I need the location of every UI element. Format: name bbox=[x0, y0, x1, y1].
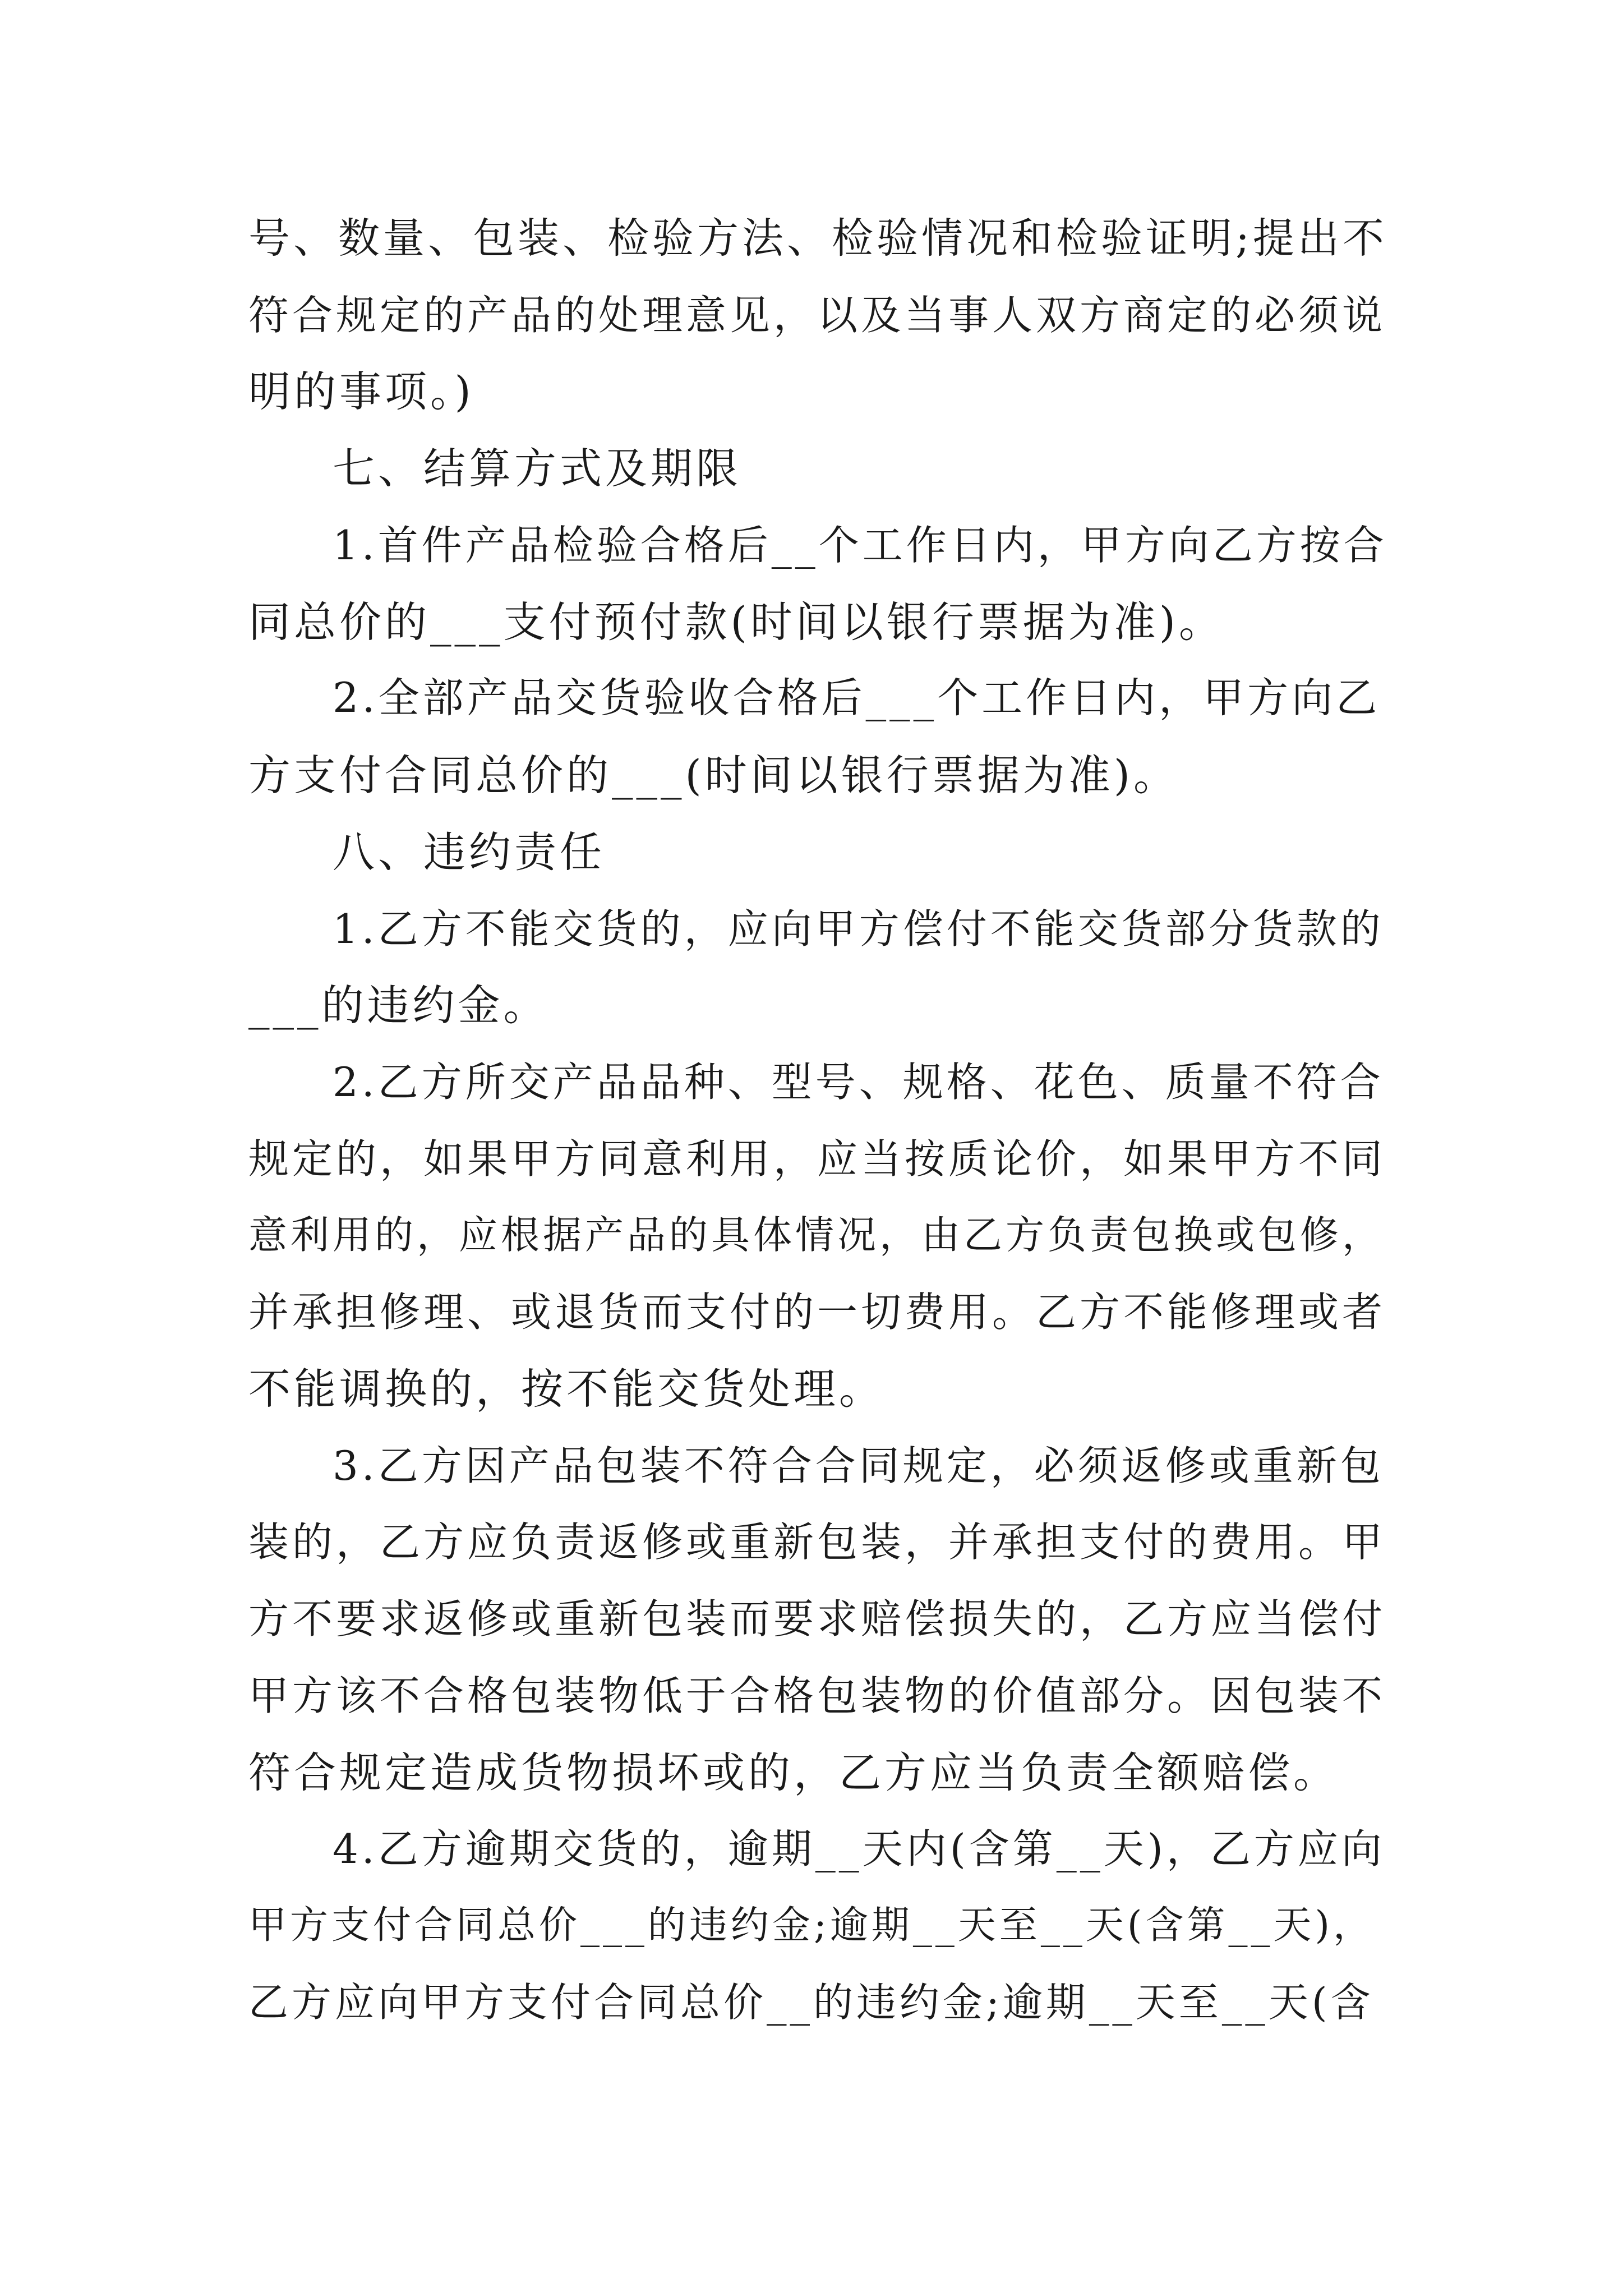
text-line: 明的事项。) bbox=[248, 367, 474, 416]
text-line: 方支付合同总价的___(时间以银行票据为准)。 bbox=[248, 751, 1179, 800]
text-line: 1.乙方不能交货的，应向甲方偿付不能交货部分货款的 bbox=[333, 905, 1384, 953]
text-line: ___的违约金。 bbox=[248, 981, 549, 1030]
text-line: 装的，乙方应负责返修或重新包装，并承担支付的费用。甲 bbox=[248, 1519, 1386, 1566]
text-line: 4.乙方逾期交货的，逾期__天内(含第__天)，乙方应向 bbox=[333, 1825, 1385, 1872]
text-line: 规定的，如果甲方同意利用，应当按质论价，如果甲方不同 bbox=[248, 1135, 1386, 1182]
text-line: 不能调换的，按不能交货处理。 bbox=[248, 1364, 885, 1414]
text-line: 3.乙方因产品包装不符合合同规定，必须返修或重新包 bbox=[333, 1442, 1384, 1489]
text-line: 符合规定造成货物损坏或的，乙方应当负责全额赔偿。 bbox=[248, 1748, 1339, 1797]
text-line: 2.全部产品交货验收合格后___个工作日内，甲方向乙 bbox=[333, 674, 1381, 722]
section-heading: 七、结算方式及期限 bbox=[333, 444, 742, 493]
text-line: 意利用的，应根据产品的具体情况，由乙方负责包换或包修， bbox=[248, 1213, 1384, 1258]
text-line: 1.首件产品检验合格后__个工作日内，甲方向乙方按合 bbox=[333, 522, 1387, 569]
text-line: 号、数量、包装、检验方法、检验情况和检验证明;提出不 bbox=[248, 214, 1387, 263]
text-line: 2.乙方所交产品品种、型号、规格、花色、质量不符合 bbox=[333, 1059, 1384, 1106]
text-line: 甲方该不合格包装物低于合格包装物的价值部分。因包装不 bbox=[248, 1672, 1386, 1719]
text-line: 甲方支付合同总价___的违约金;逾期__天至__天(含第__天)， bbox=[248, 1903, 1375, 1948]
section-heading: 八、违约责任 bbox=[333, 827, 606, 877]
text-line: 同总价的___支付预付款(时间以银行票据为准)。 bbox=[248, 597, 1225, 647]
text-line: 并承担修理、或退货而支付的一切费用。乙方不能修理或者 bbox=[248, 1289, 1386, 1336]
text-line: 符合规定的产品的处理意见，以及当事人双方商定的必须说 bbox=[248, 292, 1386, 339]
text-line: 方不要求返修或重新包装而要求赔偿损失的，乙方应当偿付 bbox=[248, 1595, 1386, 1642]
text-line: 乙方应向甲方支付合同总价__的违约金;逾期__天至__天(含 bbox=[248, 1979, 1374, 2026]
